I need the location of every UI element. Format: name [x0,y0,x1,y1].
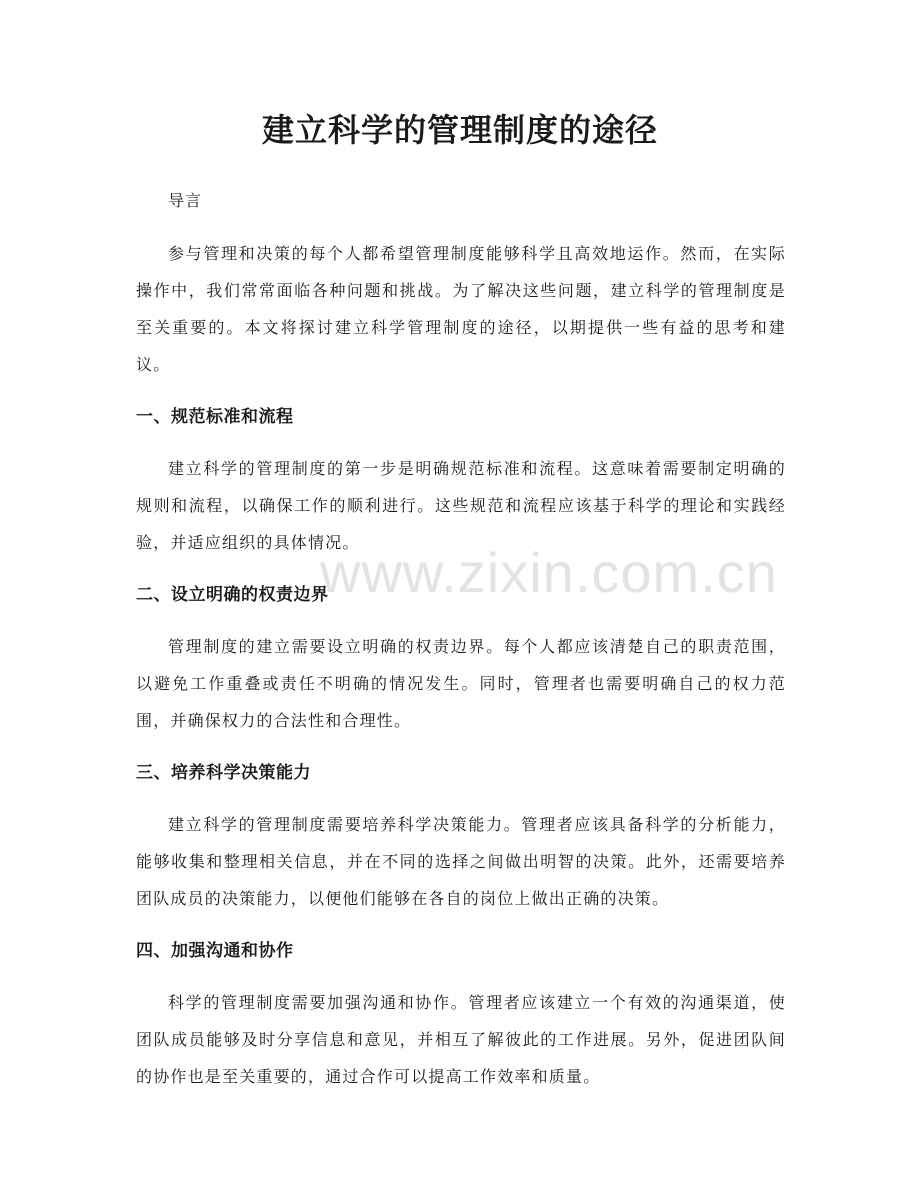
document-body [136,182,786,1111]
intro-label: 导言 [168,191,203,210]
section-2-heading: 二、设立明确的权责边界 [136,585,329,605]
section-4-paragraph: 科学的管理制度需要加强沟通和协作。管理者应该建立一个有效的沟通渠道，使团队成员能够及时分享信息和意见，并相互了解彼此的工作进展。另外，促进团队间的协作也是至关重要的，通过合作可以提高工作效率和质量。 [136,993,786,1086]
section-1-heading: 一、规范标准和流程 [136,407,294,427]
section-2-paragraph: 管理制度的建立需要设立明确的权责边界。每个人都应该清楚自己的职责范围，以避免工作重叠或责任不明确的情况发生。同时，管理者也需要明确自己的权力范围，并确保权力的合法性和合理性。 [136,637,786,730]
intro-paragraph: 参与管理和决策的每个人都希望管理制度能够科学且高效地运作。然而，在实际操作中，我们常常面临各种问题和挑战。为了解决这些问题，建立科学的管理制度是至关重要的。本文将探讨建立科学管理制度的途径，以期提供一些有益的思考和建议。 [136,244,786,374]
watermark-text: www.zixin.com.cn [320,541,778,604]
document-title: 建立科学的管理制度的途径 [261,111,658,149]
section-3-heading: 三、培养科学决策能力 [136,763,311,783]
section-4-heading: 四、加强沟通和协作 [136,941,294,961]
section-1-paragraph: 建立科学的管理制度的第一步是明确规范标准和流程。这意味着需要制定明确的规则和流程，以确保工作的顺利进行。这些规范和流程应该基于科学的理论和实践经验，并适应组织的具体情况。 [136,459,786,552]
section-3-paragraph: 建立科学的管理制度需要培养科学决策能力。管理者应该具备科学的分析能力，能够收集和整理相关信息，并在不同的选择之间做出明智的决策。此外，还需要培养团队成员的决策能力，以便他们能够在各自的岗位上做出正确的决策。 [136,815,786,908]
